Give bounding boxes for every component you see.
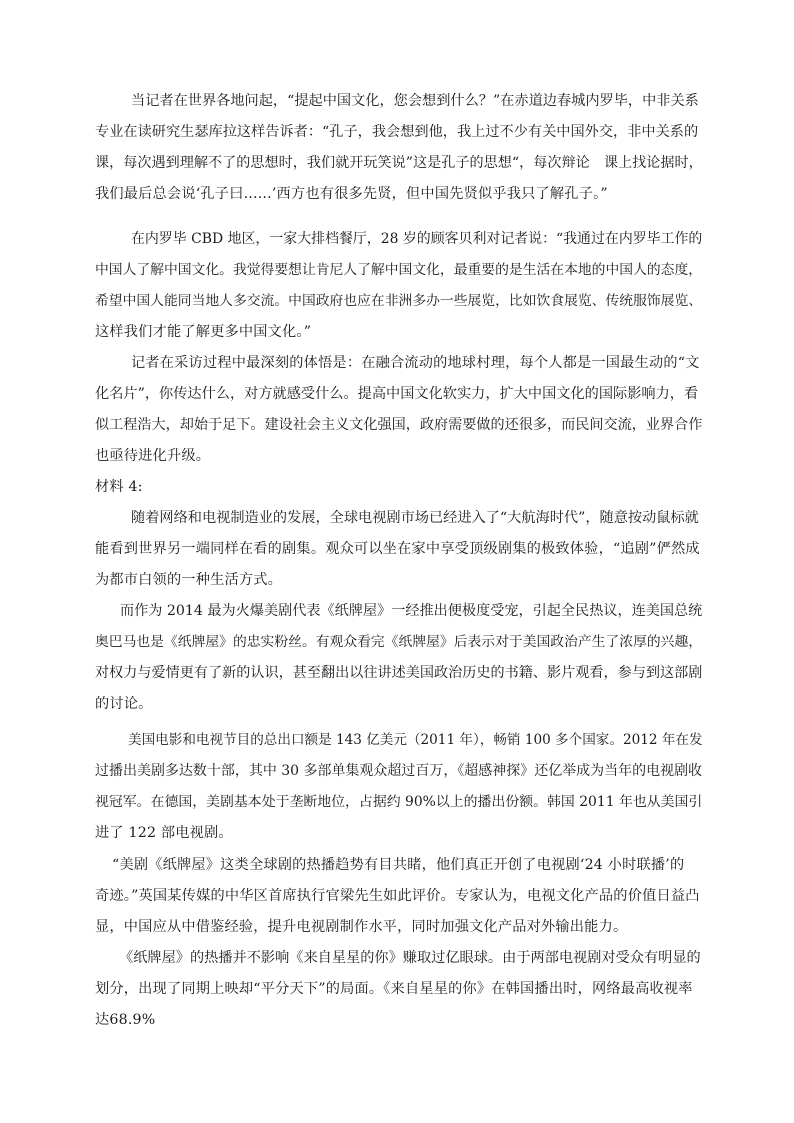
paragraph-4-line-1: 随着网络和电视制造业的发展，全球电视剧市场已经进入了“大航海时代”，随意按动鼠标就 <box>131 510 699 526</box>
paragraph-8-line-1: 《纸牌屋》的热播并不影响《来自星星的你》赚取过亿眼球。由于两部电视剧对受众有明显的 <box>119 950 701 966</box>
paragraph-3-line-4: 也亟待进化升级。 <box>95 448 211 464</box>
paragraph-5-line-1: 而作为 2014 最为火爆美剧代表《纸牌屋》一经推出便极度受宠，引起全民热议，连美国总统 <box>120 603 703 619</box>
paragraph-8-line-3: 达68.9% <box>95 1012 156 1028</box>
paragraph-6-line-1: 美国电影和电视节目的总出口额是 143 亿美元（2011 年），畅销 100 多个国家。2012 年在发 <box>128 732 703 748</box>
paragraph-4-line-2: 能看到世界另一端同样在看的剧集。观众可以坐在家中享受顶级剧集的极致体验，“追剧”俨然成 <box>95 541 700 557</box>
paragraph-6-line-2: 过播出美剧多达数十部，其中 30 多部单集观众超过百万，《超感神探》还亿举成为当年的电视剧收 <box>95 763 703 779</box>
paragraph-2-line-1: 在内罗毕 CBD 地区，一家大排档餐厅，28 岁的顾客贝利对记者说：“我通过在内罗毕工作的 <box>131 231 703 247</box>
paragraph-1-line-1: 当记者在世界各地问起，“提起中国文化，您会想到什么？”在赤道边春城内罗毕，中非关系 <box>131 93 699 109</box>
paragraph-4-line-3: 为都市白领的一种生活方式。 <box>95 572 283 588</box>
paragraph-7-line-1: “美剧《纸牌屋》这类全球剧的热播趋势有目共睹，他们真正开创了电视剧‘24 小时联播’的 <box>112 857 685 873</box>
paragraph-7-line-2: 奇迹。”英国某传媒的中华区首席执行官梁先生如此评价。专家认为，电视文化产品的价值日益凸 <box>95 888 700 904</box>
paragraph-1-line-4: 我们最后总会说‘孔子曰......’西方也有很多先贤，但中国先贤似乎我只了解孔子。” <box>95 186 608 202</box>
paragraph-5-line-3: 对权力与爱情更有了新的认识，甚至翻出以往讲述美国政治历史的书籍、影片观看，参与到这部剧 <box>95 665 703 681</box>
paragraph-5-line-4: 的讨论。 <box>95 696 153 712</box>
paragraph-2-line-2: 中国人了解中国文化。我觉得要想让肯尼人了解中国文化，最重要的是生活在本地的中国人的态度， <box>95 262 703 278</box>
paragraph-6-line-3: 视冠军。在德国，美剧基本处于垄断地位，占据约 90%以上的播出份额。韩国 2011 年也从美国引 <box>95 794 703 810</box>
paragraph-2-line-4: 这样我们才能了解更多中国文化。” <box>95 324 312 340</box>
paragraph-3-line-3: 似工程浩大，却始于足下。建设社会主义文化强国，政府需要做的还很多，而民间交流，业界合作 <box>95 417 703 433</box>
paragraph-3-line-1: 记者在采访过程中最深刻的体悟是：在融合流动的地球村理，每个人都是一国最生动的“文 <box>131 355 700 371</box>
paragraph-6-line-4: 进了 122 部电视剧。 <box>95 825 233 841</box>
material-4-heading: 材料 4: <box>95 479 143 495</box>
paragraph-7-line-3: 显，中国应从中借鉴经验，提升电视剧制作水平，同时加强文化产品对外输出能力。 <box>95 919 628 935</box>
paragraph-5-line-2: 奥巴马也是《纸牌屋》的忠实粉丝。有观众看完《纸牌屋》后表示对于美国政治产生了浓厚的兴趣， <box>95 634 703 650</box>
paragraph-1-line-2: 专业在读研究生瑟库拉这样告诉者：“孔子，我会想到他，我上过不少有关中国外交，非中关系的 <box>95 124 699 140</box>
paragraph-8-line-2: 划分，出现了同期上映却“平分天下”的局面。《来自星星的你》在韩国播出时，网络最高收视率 <box>95 981 693 997</box>
paragraph-1-line-3: 课，每次遇到理解不了的思想时，我们就开玩笑说”这是孔子的思想“，每次辩论 课上找论据时， <box>95 155 703 171</box>
paragraph-3-line-2: 化名片”，你传达什么，对方就感受什么。提高中国文化软实力，扩大中国文化的国际影响力，看 <box>95 386 699 402</box>
paragraph-2-line-3: 希望中国人能同当地人多交流。中国政府也应在非洲多办一些展览，比如饮食展览、传统服饰展览、 <box>95 293 703 309</box>
